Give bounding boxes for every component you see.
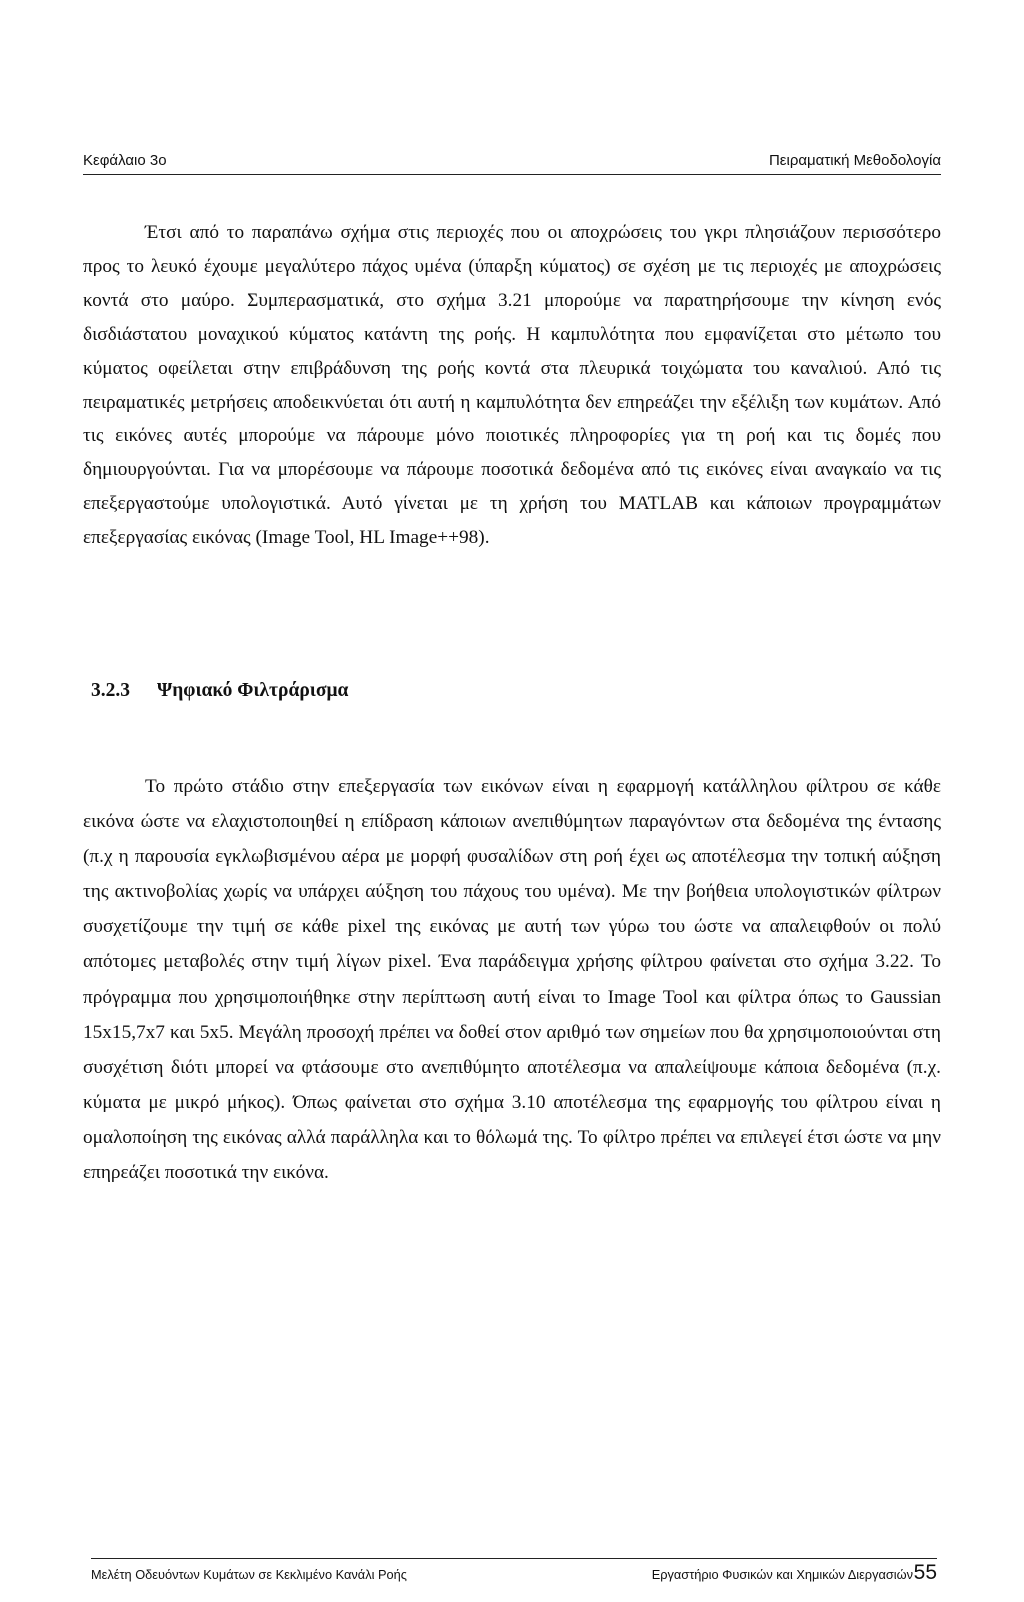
page-number: 55 [913, 1561, 937, 1584]
section-number: 3.2.3 [91, 680, 130, 701]
section-heading [91, 680, 348, 702]
paragraph-2: Το πρώτο στάδιο στην επεξεργασία των εικόνων είναι η εφαρμογή κατάλληλου φίλτρου σε κάθε εικόνα ώστε να ελαχιστοποιηθεί η επίδραση κάποιων ανεπιθύμητων παραγόντων στα δεδομένα της έντασης (π.χ η παρουσία εγκλωβισμένου αέρα με μορφή φυσαλίδων στη ροή έχει ως αποτέλεσμα την τοπική αύξηση της ακτινοβολίας χωρίς να υπάρχει αύξηση του πάχους του υμένα). Με την βοήθεια υπολογιστικών φίλτρων συσχετίζουμε την τιμή σε κάθε pixel της εικόνας με αυτή των γύρω του ώστε να απαλειφθούν οι πολύ απότομες μεταβολές στην τιμή λίγων pixel. Ένα παράδειγμα χρήσης φίλτρου φαίνεται στο σχήμα 3.22. Το πρόγραμμα που χρησιμοποιήθηκε στην περίπτωση αυτή είναι το Image Tool και φίλτρα όπως το Gaussian 15x15,7x7 και 5x5. Μεγάλη προσοχή πρέπει να δοθεί στον αριθμό των σημείων που θα χρησιμοποιούνται στη συσχέτιση διότι μπορεί να φτάσουμε στο ανεπιθύμητο αποτέλεσμα να απαλείψουμε κάποια δεδομένα (π.χ. κύματα με μικρό μήκος). Όπως φαίνεται στο σχήμα 3.10 αποτέλεσμα της εφαρμογής του φίλτρου είναι η ομαλοποίηση της εικόνας αλλά παράλληλα και το θόλωμά της. Το φίλτρο πρέπει να επιλεγεί έτσι ώστε να μην επηρεάζει ποσοτικά την εικόνα. [83, 776, 941, 1184]
chapter-label: Κεφάλαιο 3ο [83, 152, 167, 169]
section-title: Ψηφιακό Φιλτράρισμα [157, 680, 349, 701]
footer-lab: Εργαστήριο Φυσικών και Χημικών Διεργασιών [651, 1567, 913, 1582]
paragraph-1: Έτσι από το παραπάνω σχήμα στις περιοχές που οι αποχρώσεις του γκρι πλησιάζουν περισσότερο προς το λευκό έχουμε μεγαλύτερο πάχος υμένα (ύπαρξη κύματος) σε σχέση με τις περιοχές με αποχρώσεις κοντά στο μαύρο. Συμπερασματικά, στο σχήμα 3.21 μπορούμε να παρατηρήσουμε την κίνηση ενός δισδιάστατου μοναχικού κύματος κατάντη της ροής. Η καμπυλότητα που εμφανίζεται στο μέτωπο του κύματος οφείλεται στην επιβράδυνση της ροής κοντά στα πλευρικά τοιχώματα του καναλιού. Από τις πειραματικές μετρήσεις αποδεικνύεται ότι αυτή η καμπυλότητα δεν επηρεάζει την εξέλιξη των κυμάτων. Από τις εικόνες αυτές μπορούμε να πάρουμε μόνο ποιοτικές πληροφορίες για τη ροή και τις δομές που δημιουργούνται. Για να μπορέσουμε να πάρουμε ποσοτικά δεδομένα από τις εικόνες είναι αναγκαίο να τις επεξεργαστούμε υπολογιστικά. Αυτό γίνεται με τη χρήση του MATLAB και κάποιων προγραμμάτων επεξεργασίας εικόνας (Image Tool, HL Image++98). [83, 222, 941, 549]
footer-title: Μελέτη Οδευόντων Κυμάτων σε Κεκλιμένο Κανάλι Ροής [91, 1567, 407, 1582]
footer-divider [91, 1558, 937, 1559]
section-label: Πειραματική Μεθοδολογία [768, 152, 941, 169]
page-header [83, 146, 941, 175]
page-footer [91, 1561, 937, 1594]
